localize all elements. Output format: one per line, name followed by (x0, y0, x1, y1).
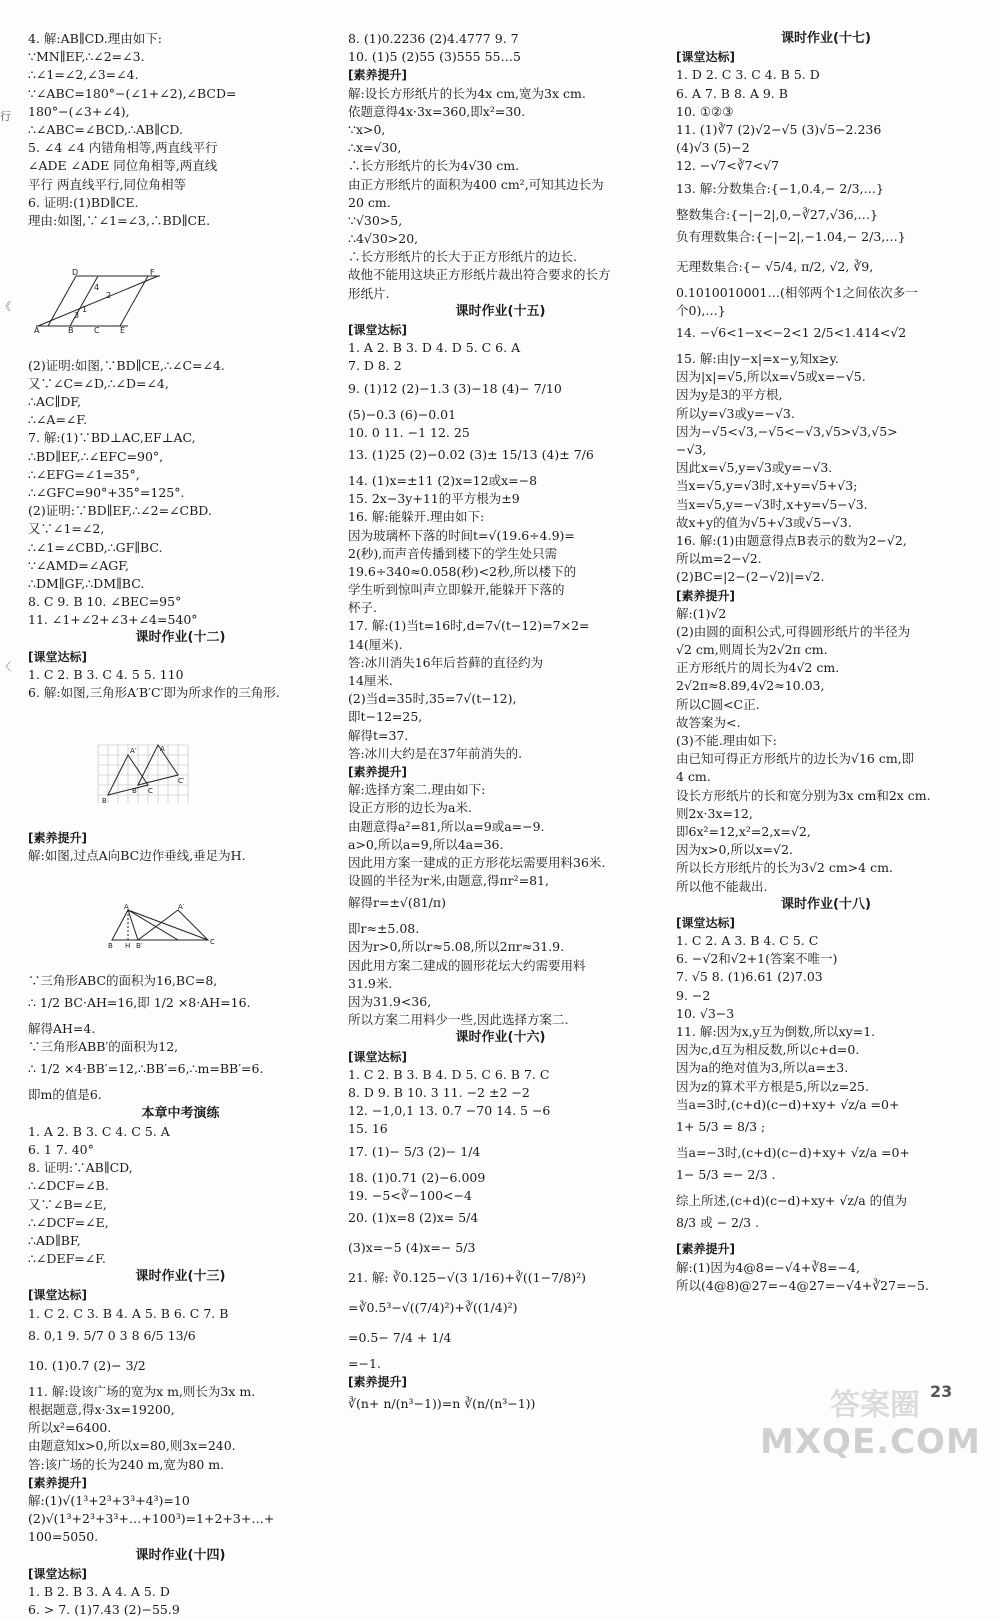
label-f: F (150, 268, 155, 278)
col2-line: 依题意得4x·3x=360,即x²=30. (348, 103, 526, 119)
col2-line: ∵x>0, (348, 121, 386, 137)
col1-line: 解:(1)√(1³+2³+3³+4³)=10 (28, 1492, 190, 1508)
col1-line: 又∵∠1=∠2, (28, 521, 105, 537)
col3-line: 因为c,d互为相反数,所以c+d=0. (676, 1042, 860, 1058)
col1-line: ∵三角形ABB′的面积为12, (28, 1039, 179, 1055)
col1-line: ∴∠GFC=90°+35°=125°. (28, 484, 185, 500)
label-c: C (210, 937, 215, 946)
col1-line: 本章中考演练 (141, 1105, 220, 1121)
col3-line: (2)BC=|2−(2−√2)|=√2. (676, 569, 825, 585)
col1-line: 100=5050. (28, 1529, 99, 1545)
col3-line: 所以m=2−√2. (676, 551, 762, 567)
label-a-prime: A′ (178, 903, 185, 911)
col3-line: 解:(1)√2 (676, 605, 727, 621)
col2-line: =∛0.5³−√((7/4)²)+∛((1/4)²) (348, 1299, 518, 1315)
col2-line: 17. 解:(1)当t=16时,d=7√(t−12)=7×2= (348, 618, 590, 634)
col1-line: 1. C 2. B 3. C 4. 5 5. 110 (28, 666, 184, 682)
col1-line: 由题意知x>0,所以x=80,则3x=240. (28, 1438, 236, 1454)
col3-line: 12. −√7<∛7<√7 (676, 158, 780, 174)
col3-line: 14. −√6<1−x<−2<1 2/5<1.414<√2 (676, 325, 907, 341)
col2-line: 15. 2x−3y+11的平方根为±9 (348, 491, 520, 507)
col1-line: 1. C 2. C 3. B 4. A 5. B 6. C 7. B (28, 1305, 229, 1321)
col3-line: 1. C 2. A 3. B 4. C 5. C (676, 933, 819, 949)
col2-line: 1. C 2. B 3. B 4. D 5. C 6. B 7. C (348, 1066, 550, 1082)
col1-line: 解:如图,过点A向BC边作垂线,垂足为H. (28, 848, 246, 864)
col1-line: 又∵∠C=∠D,∴∠D=∠4, (28, 375, 169, 391)
col2-line: 解:选择方案二.理由如下: (348, 782, 486, 798)
col3-line: 当a=3时,(c+d)(c−d)+xy+ √z/a =0+ (676, 1096, 900, 1112)
col1-line: 8. C 9. B 10. ∠BEC=95° (28, 594, 182, 610)
label-b: B (68, 326, 74, 335)
col1-line: 课时作业(十四) (135, 1547, 226, 1563)
label-e: E (120, 326, 126, 335)
col1-line: 6. 证明:(1)BD∥CE. (28, 194, 139, 210)
col2-line: 17. (1)− 5/3 (2)− 1/4 (348, 1143, 481, 1159)
col3-line: (2)由圆的面积公式,可得圆形纸片的半径为 (676, 623, 911, 639)
watermark-logo: 答案圈 (830, 1388, 920, 1423)
col3-line: 课时作业(十七) (781, 31, 871, 46)
col1-line: 又∵∠B=∠E, (28, 1196, 107, 1212)
col1-line: ∵三角形ABC的面积为16,BC=8, (28, 972, 218, 988)
col3-line: √2 cm,则周长为2√2π cm. (676, 642, 828, 658)
col1-line: ∴BD∥EF,∴∠EFC=90°, (28, 448, 164, 464)
col2-line: 8. D 9. B 10. 3 11. −2 ±2 −2 (348, 1084, 530, 1100)
col2-line: 课时作业(十五) (455, 303, 546, 319)
answer-column-3 (676, 30, 976, 1295)
col1-line: 平行 两直线平行,同位角相等 (28, 176, 186, 192)
col2-line: =0.5− 7/4 + 1/4 (348, 1329, 452, 1345)
col3-line: 当x=√5,y=√3时,x+y=√5+√3; (676, 478, 858, 494)
col3-line: 1. D 2. C 3. C 4. B 5. D (676, 67, 820, 83)
col1-line: 1. A 2. B 3. C 4. C 5. A (28, 1123, 170, 1139)
col3-line: 设长方形纸片的长和宽分别为3x cm和2x cm. (676, 787, 931, 803)
grid-triangle-figure (28, 741, 198, 807)
col2-line: 因此用方案一建成的正方形花坛需要用料36米. (348, 854, 606, 870)
col3-line: 9. −2 (676, 987, 711, 1003)
col2-line: [素养提升] (348, 1375, 407, 1390)
label-b: B (102, 796, 107, 805)
col2-line: 19.6÷340≈0.058(秒)<2秒,所以楼下的 (348, 563, 577, 579)
col1-line: 课时作业(十三) (135, 1269, 226, 1285)
col3-line: 整数集合:{−|−2|,0,−∛27,√36,…} (676, 206, 879, 222)
col1-line: ∴ 1/2 ×4·BB′=12,∴BB′=6,∴m=BB′=6. (28, 1061, 264, 1077)
col2-line: 12. −1,0,1 13. 0.7 −70 14. 5 −6 (348, 1103, 551, 1119)
left-edge-marks: 《 (0, 300, 11, 313)
col2-line: ∴长方形纸片的长大于正方形纸片的边长. (348, 249, 577, 265)
col3-line: 所以(4@8)@27=−4@27=−√4+∛27=−5. (676, 1277, 929, 1293)
col3-line: 7. √5 8. (1)6.61 (2)7.03 (676, 969, 823, 985)
col2-line: 10. (1)5 (2)55 (3)555 55…5 (348, 49, 521, 65)
col1-line: 6. > 7. (1)7.43 (2)−55.9 (28, 1602, 180, 1618)
col1-line: 6. 1 7. 40° (28, 1141, 94, 1157)
col1-line: 7. 解:(1)∵BD⊥AC,EF⊥AC, (28, 430, 196, 446)
col2-line: 解得r=±√(81/π) (348, 895, 446, 911)
col1-line: 根据题意,得x·3x=19200, (28, 1402, 175, 1418)
col3-line: [课堂达标] (676, 915, 735, 930)
col2-line: (3)x=−5 (4)x=− 5/3 (348, 1239, 476, 1255)
col2-line: 故他不能用这块正方形纸片裁出符合要求的长方 (348, 267, 611, 283)
col1-line: ∴∠EFG=∠1=35°, (28, 466, 140, 482)
col2-line: (5)−0.3 (6)−0.01 (348, 406, 457, 422)
label-a: A (34, 326, 40, 335)
col2-line: 答:冰川大约是在37年前消失的. (348, 745, 523, 761)
col3-line: 负有理数集合:{−|−2|,−1.04,− 2/3,…} (676, 228, 906, 244)
triangle-height-figure (28, 904, 228, 950)
label-b-prime: B′ (132, 786, 139, 795)
col2-line: a>0,所以a=9,所以4a=36. (348, 836, 504, 852)
col1-line: [课堂达标] (28, 649, 87, 664)
col2-line: ∛(n+ n/(n³−1))=n ∛(n/(n³−1)) (348, 1396, 536, 1412)
col3-line: 所以他不能裁出. (676, 878, 768, 894)
col1-line: ∴DM∥GF,∴DM∥BC. (28, 575, 145, 591)
col3-line: 4 cm. (676, 769, 711, 785)
col2-line: 19. −5<∛−100<−4 (348, 1187, 472, 1203)
col2-line: 14. (1)x=±11 (2)x=12或x=−8 (348, 472, 538, 488)
col1-line: [课堂达标] (28, 1288, 87, 1303)
col3-line: 2√2π≈8.89,4√2≈10.03, (676, 678, 825, 694)
col2-line: 因此用方案二建成的圆形花坛大约需要用料 (348, 957, 586, 973)
col2-line: 形纸片. (348, 285, 390, 301)
col2-line: 解:设长方形纸片的长为4x cm,宽为3x cm. (348, 85, 586, 101)
label-h: H (125, 941, 131, 950)
left-edge-marks: 〈 (0, 660, 11, 673)
col2-line: 16. 解:能躲开.理由如下: (348, 509, 485, 525)
col1-line: 11. ∠1+∠2+∠3+∠4=540° (28, 612, 198, 628)
label-3: 3 (74, 311, 80, 321)
label-1: 1 (82, 305, 88, 315)
label-c-prime: C′ (178, 776, 185, 785)
col3-line: 个0),…} (676, 302, 726, 318)
col2-line: 因为r>0,所以r≈5.08,所以2πr≈31.9. (348, 939, 565, 955)
col1-line: ∴∠1=∠CBD,∴GF∥BC. (28, 539, 163, 555)
col3-line: 11. 解:因为x,y互为倒数,所以xy=1. (676, 1024, 876, 1039)
col3-line: 10. ①②③ (676, 103, 734, 119)
col3-line: 当a=−3时,(c+d)(c−d)+xy+ √z/a =0+ (676, 1144, 910, 1160)
watermark-site: MXQE.COM (760, 1422, 981, 1462)
col1-line: 即m的值是6. (28, 1087, 102, 1103)
col3-line: 当x=√5,y=−√3时,x+y=√5−√3. (676, 496, 868, 512)
col2-line: 即t−12=25, (348, 709, 423, 725)
answer-column-2 (348, 30, 653, 1421)
col1-line: 答:该广场的长为240 m,宽为80 m. (28, 1456, 225, 1472)
col2-line: 课时作业(十六) (455, 1030, 546, 1046)
col3-line: 解:(1)因为4@8=−√4+∛8=−4, (676, 1259, 860, 1275)
col2-line: 由题意得a²=81,所以a=9或a=−9. (348, 818, 545, 834)
col1-line: [课堂达标] (28, 1566, 87, 1581)
col3-line: (4)√3 (5)−2 (676, 140, 750, 156)
col1-line: ∴AC∥DF, (28, 394, 82, 410)
page-number: 23 (930, 1382, 953, 1401)
col3-line: 15. 解:由|y−x|=x−y,知x≥y. (676, 351, 839, 367)
col3-line: [素养提升] (676, 1242, 735, 1257)
col2-line: 14厘米. (348, 673, 393, 688)
parallel-lines-figure (28, 268, 178, 334)
col3-line: [素养提升] (676, 588, 735, 603)
col1-line: 理由:如图,∵∠1=∠3,∴BD∥CE. (28, 212, 211, 228)
col1-line: ∵∠AMD=∠AGF, (28, 557, 129, 573)
col2-line: 2(秒),而声音传播到楼下的学生处只需 (348, 545, 558, 561)
col2-line: ∴x=√30, (348, 140, 402, 156)
col2-line: 20 cm. (348, 194, 391, 210)
col2-line: 7. D 8. 2 (348, 358, 402, 374)
col2-line: 13. (1)25 (2)−0.02 (3)± 15/13 (4)± 7/6 (348, 446, 594, 462)
col2-line: (2)当d=35时,35=7√(t−12), (348, 691, 517, 707)
col1-line: ∴∠1=∠2,∠3=∠4. (28, 67, 139, 83)
col2-line: 设正方形的边长为a米. (348, 800, 472, 816)
col1-line: 11. 解:设该广场的宽为x m,则长为3x m. (28, 1383, 256, 1399)
col3-line: 13. 解:分数集合:{−1,0.4,− 2/3,…} (676, 180, 884, 196)
col1-line: ∴AD∥BF, (28, 1232, 81, 1248)
col3-line: 因为z的算术平方根是5,所以z=25. (676, 1078, 869, 1094)
col3-line: 因为−√5<√3,−√5<−√3,√5>√3,√5> (676, 423, 898, 439)
col3-line: 无理数集合:{− √5/4, π/2, √2, ∛9, (676, 258, 874, 274)
col3-line: 16. 解:(1)由题意得点B表示的数为2−√2, (676, 532, 907, 548)
col1-line: 课时作业(十二) (135, 630, 226, 646)
col1-line: ∴∠A=∠F. (28, 412, 88, 428)
col3-line: 8/3 或 − 2/3 . (676, 1215, 760, 1231)
col2-line: 由正方形纸片的面积为400 cm²,可知其边长为 (348, 176, 604, 192)
col1-line: (2)证明:如图,∵BD∥CE,∴∠C=∠4. (28, 357, 225, 373)
col3-line: 11. (1)∛7 (2)√2−√5 (3)√5−2.236 (676, 121, 882, 137)
col3-line: 综上所述,(c+d)(c−d)+xy+ √z/a 的值为 (676, 1193, 908, 1209)
col2-line: ∴长方形纸片的长为4√30 cm. (348, 158, 520, 174)
col1-line: ∵MN∥EF,∴∠2=∠3. (28, 49, 145, 65)
col2-line: 1. A 2. B 3. D 4. D 5. C 6. A (348, 340, 521, 356)
col3-line: 由已知可得正方形纸片的边长为√16 cm,即 (676, 751, 915, 767)
col3-line: 10. √3−3 (676, 1005, 735, 1021)
col1-line: 所以x²=6400. (28, 1420, 112, 1436)
col1-line: 4. 解:AB∥CD.理由如下: (28, 31, 162, 46)
label-4: 4 (94, 283, 100, 293)
col2-line: 20. (1)x=8 (2)x= 5/4 (348, 1209, 479, 1225)
col3-line: 因此x=√5,y=√3或y=−√3. (676, 460, 833, 476)
col1-line: [素养提升] (28, 830, 87, 845)
col2-line: [课堂达标] (348, 323, 407, 337)
col2-line: 因为31.9<36, (348, 994, 432, 1009)
label-b: B (108, 941, 113, 950)
col2-line: =−1. (348, 1355, 381, 1371)
col1-line: ∠ADE ∠ADE 同位角相等,两直线 (28, 158, 218, 174)
col3-line: 0.1010010001…(相邻两个1之间依次多一 (676, 284, 918, 300)
label-c: C (148, 786, 153, 795)
col1-line: ∴∠ABC=∠BCD,∴AB∥CD. (28, 121, 183, 137)
col2-line: 解得t=37. (348, 727, 409, 743)
col1-line: ∴ 1/2 BC·AH=16,即 1/2 ×8·AH=16. (28, 995, 251, 1011)
col2-line: 8. (1)0.2236 (2)4.4777 9. 7 (348, 31, 519, 46)
col3-line: 所以y=√3或y=−√3. (676, 405, 795, 421)
col2-line: 10. 0 11. −1 12. 25 (348, 424, 470, 440)
label-a: A (160, 744, 165, 753)
col2-line: 21. 解: ∛0.125−√(3 1/16)+∛((1−7/8)²) (348, 1269, 586, 1285)
col1-line: 解得AH=4. (28, 1021, 96, 1037)
col1-line: 180°−(∠3+∠4), (28, 103, 130, 119)
col3-line: 1+ 5/3 = 8/3 ; (676, 1118, 766, 1134)
col2-line: [素养提升] (348, 764, 407, 779)
label-b-prime: B′ (136, 941, 143, 950)
col3-line: 故答案为<. (676, 714, 741, 730)
col1-line: (2)证明:∵BD∥EF,∴∠2=∠CBD. (28, 503, 212, 519)
col1-line: ∵∠ABC=180°−(∠1+∠2),∠BCD= (28, 85, 237, 101)
col2-line: 31.9米. (348, 975, 393, 991)
col2-line: 14(厘米). (348, 636, 403, 652)
col2-line: 学生听到惊叫声立即躲开,能躲开下落的 (348, 582, 565, 598)
answer-column-1 (28, 30, 333, 1619)
col1-line: 1. B 2. B 3. A 4. A 5. D (28, 1583, 170, 1599)
col1-line: 8. 证明:∵AB∥CD, (28, 1160, 133, 1176)
col1-line: 8. 0,1 9. 5/7 0 3 8 6/5 13/6 (28, 1327, 196, 1343)
col1-line: 10. (1)0.7 (2)− 3/2 (28, 1357, 146, 1373)
col3-line: 因为|x|=√5,所以x=√5或x=−√5. (676, 369, 866, 385)
col2-line: 所以方案二用料少一些,因此选择方案二. (348, 1012, 569, 1028)
col3-line: 6. −√2和√2+1(答案不唯一) (676, 951, 838, 967)
col2-line: ∴4√30>20, (348, 231, 419, 247)
col2-line: [课堂达标] (348, 1049, 407, 1064)
col1-line: ∴∠DCF=∠E, (28, 1214, 109, 1230)
col2-line: [素养提升] (348, 68, 407, 83)
col3-line: 正方形纸片的周长为4√2 cm. (676, 660, 840, 676)
col2-line: 18. (1)0.71 (2)−6.009 (348, 1169, 486, 1185)
col1-line: (2)√(1³+2³+3³+…+100³)=1+2+3+…+ (28, 1511, 275, 1527)
col3-line: 6. A 7. B 8. A 9. B (676, 85, 788, 101)
col3-line: −√3, (676, 442, 707, 457)
col3-line: 所以C圆<C正. (676, 696, 760, 712)
col1-line: 5. ∠4 ∠4 内错角相等,两直线平行 (28, 140, 218, 156)
left-edge-marks: 行 (0, 110, 11, 123)
col3-line: 则2x·3x=12, (676, 805, 753, 821)
col1-line: ∴∠DEF=∠F. (28, 1251, 106, 1267)
label-d: D (72, 268, 79, 278)
col3-line: [课堂达标] (676, 50, 735, 65)
col3-line: 即6x²=12,x²=2,x=√2, (676, 823, 811, 839)
col2-line: 杯子. (348, 600, 377, 616)
col3-line: 因为a的绝对值为3,所以a=±3. (676, 1060, 849, 1076)
col3-line: (3)不能.理由如下: (676, 733, 777, 748)
label-c: C (94, 326, 100, 335)
label-2: 2 (106, 291, 112, 301)
col2-line: 因为玻璃杯下落的时间t=√(19.6÷4.9)= (348, 527, 575, 543)
col3-line: 因为y是3的平方根, (676, 387, 783, 403)
col2-line: 15. 16 (348, 1121, 388, 1137)
label-a: A (124, 903, 129, 911)
col1-line: [素养提升] (28, 1475, 87, 1490)
col3-line: 故x+y的值为√5+√3或√5−√3. (676, 514, 852, 530)
col2-line: 即r≈±5.08. (348, 921, 420, 937)
col1-line: ∴∠DCF=∠B. (28, 1178, 109, 1194)
col2-line: 答:冰川消失16年后苔藓的直径约为 (348, 654, 544, 670)
col3-line: 课时作业(十八) (781, 896, 871, 912)
col2-line: 设圆的半径为r米,由题意,得πr²=81, (348, 873, 549, 889)
col3-line: 所以长方形纸片的长为3√2 cm>4 cm. (676, 860, 893, 876)
col3-line: 因为x>0,所以x=√2. (676, 842, 793, 858)
col3-line: 1− 5/3 =− 2/3 . (676, 1167, 776, 1183)
col1-line: 6. 解:如图,三角形A′B′C′即为所求作的三角形. (28, 685, 280, 701)
col2-line: 9. (1)12 (2)−1.3 (3)−18 (4)− 7/10 (348, 380, 562, 396)
label-a-prime: A′ (130, 746, 137, 755)
col2-line: ∵√30>5, (348, 212, 403, 228)
